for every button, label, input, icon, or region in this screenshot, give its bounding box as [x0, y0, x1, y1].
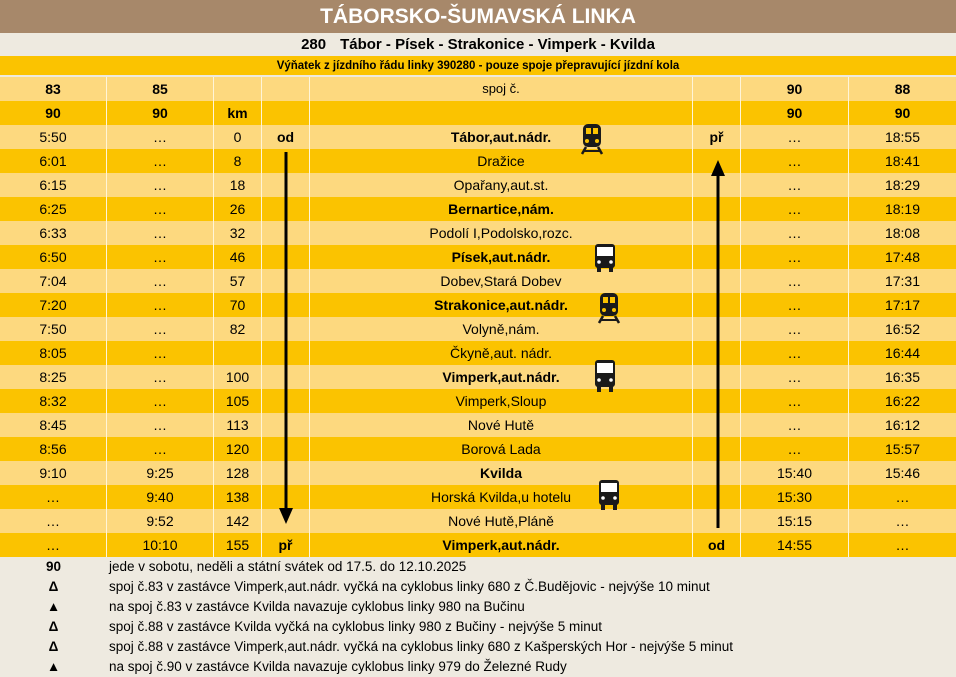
- departure-time: 7:20: [0, 293, 107, 317]
- header-blank: [693, 77, 741, 101]
- stop-name: Nové Hutě: [310, 413, 693, 437]
- down-direction-arrow: [278, 152, 294, 526]
- stop-name: Horská Kvilda,u hotelu: [310, 485, 693, 509]
- departure-time: …: [741, 389, 849, 413]
- departure-time: …: [107, 245, 214, 269]
- note-symbol: Δ: [48, 579, 59, 594]
- table-row: [0, 509, 956, 533]
- departure-time: 7:50: [0, 317, 107, 341]
- departure-time: 9:52: [107, 509, 214, 533]
- km-value: 8: [214, 149, 262, 173]
- stop-name: Strakonice,aut.nádr.: [310, 293, 693, 317]
- departure-time: 16:12: [884, 417, 921, 433]
- departure-time: 5:50: [0, 125, 107, 149]
- route-header: [0, 33, 956, 56]
- departure-time: …: [107, 317, 214, 341]
- departure-time: 18:08: [884, 225, 921, 241]
- stop-name: Podolí I,Podolsko,rozc.: [310, 221, 693, 245]
- departure-time: …: [107, 269, 214, 293]
- km-value: 26: [214, 197, 262, 221]
- note-text: spoj č.88 v zastávce Vimperk,aut.nádr. vyčká na cyklobus linky 680 z Kašperských Hor - nejvýše 5 minut: [109, 639, 734, 654]
- notes-section: [0, 557, 956, 677]
- km-value: 70: [214, 293, 262, 317]
- departure-time: …: [741, 341, 849, 365]
- departure-time: …: [741, 269, 849, 293]
- departure-time: 15:15: [741, 509, 849, 533]
- km-value: 138: [214, 485, 262, 509]
- table-row: [0, 461, 956, 485]
- direction-marker: př: [262, 533, 310, 557]
- km-value: 32: [214, 221, 262, 245]
- km-value: 128: [214, 461, 262, 485]
- stop-name: Písek,aut.nádr.: [310, 245, 693, 269]
- stop-name: Borová Lada: [310, 437, 693, 461]
- departure-time: 9:40: [107, 485, 214, 509]
- header-blank: [262, 77, 310, 101]
- departure-time: 9:10: [0, 461, 107, 485]
- departure-time: 16:44: [884, 345, 921, 361]
- table-row: [0, 293, 956, 317]
- table-row: [0, 389, 956, 413]
- km-value: 82: [214, 317, 262, 341]
- table-row: [0, 317, 956, 341]
- departure-time: 15:57: [884, 441, 921, 457]
- departure-time: 8:05: [0, 341, 107, 365]
- departure-time: 16:22: [884, 393, 921, 409]
- trip-number-90: 90: [741, 77, 849, 101]
- note-symbol: Δ: [48, 619, 59, 634]
- stop-name: Dražice: [310, 149, 693, 173]
- table-row: [0, 365, 956, 389]
- departure-time: 6:33: [0, 221, 107, 245]
- header-blank: [310, 101, 693, 125]
- stop-name: Čkyně,aut. nádr.: [310, 341, 693, 365]
- note-ref: 90: [107, 101, 214, 125]
- bus-icon: [597, 479, 621, 511]
- trip-number-label: spoj č.: [310, 77, 693, 101]
- table-row: [0, 149, 956, 173]
- note-item: [0, 617, 956, 637]
- departure-time: 6:01: [0, 149, 107, 173]
- direction-marker: od: [693, 533, 741, 557]
- note-item: [0, 557, 956, 577]
- stop-name: Vimperk,aut.nádr.: [310, 533, 693, 557]
- note-ref: 90: [741, 101, 849, 125]
- note-text: spoj č.83 v zastávce Vimperk,aut.nádr. vyčká na cyklobus linky 680 z Č.Budějovic - nejvýše 10 minut: [109, 579, 710, 594]
- departure-time: 18:55: [884, 129, 921, 145]
- departure-time: …: [741, 245, 849, 269]
- km-value: 18: [214, 173, 262, 197]
- direction-marker: od: [262, 125, 310, 149]
- note-symbol: ▲: [46, 659, 61, 674]
- note-ref: 90: [894, 105, 911, 121]
- note-item: [0, 577, 956, 597]
- departure-time: …: [741, 293, 849, 317]
- table-row: [0, 533, 956, 557]
- departure-time: …: [741, 221, 849, 245]
- departure-time: …: [895, 489, 910, 505]
- km-header: km: [214, 101, 262, 125]
- table-row: [0, 437, 956, 461]
- departure-time: …: [895, 537, 910, 553]
- km-value: [214, 341, 262, 365]
- note-text: spoj č.88 v zastávce Kvilda vyčká na cyklobus linky 980 z Bučiny - nejvýše 5 minut: [109, 619, 602, 634]
- train-icon: [597, 292, 621, 324]
- direction-marker: př: [693, 125, 741, 149]
- note-text: na spoj č.83 v zastávce Kvilda navazuje cyklobus linky 980 na Bučinu: [109, 599, 525, 614]
- train-icon: [580, 123, 604, 155]
- header-blank: [693, 101, 741, 125]
- trip-number-83: 83: [0, 77, 107, 101]
- km-value: 142: [214, 509, 262, 533]
- note-text: na spoj č.90 v zastávce Kvilda navazuje cyklobus linky 979 do Železné Rudy: [109, 659, 567, 674]
- km-value: 57: [214, 269, 262, 293]
- stop-name: Opařany,aut.st.: [310, 173, 693, 197]
- table-row: [0, 245, 956, 269]
- table-row: [0, 341, 956, 365]
- note-item: [0, 657, 956, 677]
- departure-time: …: [741, 317, 849, 341]
- table-row: [0, 197, 956, 221]
- stop-name: Vimperk,aut.nádr.: [310, 365, 693, 389]
- table-row: [0, 413, 956, 437]
- table-row: [0, 173, 956, 197]
- km-value: 113: [214, 413, 262, 437]
- departure-time: 18:19: [884, 201, 921, 217]
- departure-time: 6:25: [0, 197, 107, 221]
- note-text: jede v sobotu, neděli a státní svátek od 17.5. do 12.10.2025: [109, 559, 467, 574]
- km-value: 0: [214, 125, 262, 149]
- departure-time: …: [107, 389, 214, 413]
- stop-name: Volyně,nám.: [310, 317, 693, 341]
- departure-time: …: [107, 173, 214, 197]
- departure-time: 15:40: [741, 461, 849, 485]
- departure-time: 8:32: [0, 389, 107, 413]
- stop-name: Bernartice,nám.: [310, 197, 693, 221]
- departure-time: 14:55: [741, 533, 849, 557]
- departure-time: 18:29: [884, 177, 921, 193]
- departure-time: 15:46: [884, 465, 921, 481]
- departure-time: …: [107, 221, 214, 245]
- departure-time: …: [0, 485, 107, 509]
- departure-time: …: [0, 509, 107, 533]
- km-value: 155: [214, 533, 262, 557]
- departure-time: 16:52: [884, 321, 921, 337]
- up-direction-arrow: [710, 160, 726, 528]
- departure-time: …: [741, 149, 849, 173]
- bus-icon: [593, 359, 617, 393]
- km-value: 105: [214, 389, 262, 413]
- table-row: [0, 221, 956, 245]
- departure-time: 9:25: [107, 461, 214, 485]
- stop-name: Tábor,aut.nádr.: [310, 125, 693, 149]
- departure-time: …: [741, 173, 849, 197]
- departure-time: …: [107, 293, 214, 317]
- page-title: TÁBORSKO-ŠUMAVSKÁ LINKA: [0, 0, 956, 33]
- stop-name: Dobev,Stará Dobev: [310, 269, 693, 293]
- departure-time: 6:15: [0, 173, 107, 197]
- departure-time: 15:30: [741, 485, 849, 509]
- note-symbol: ▲: [46, 599, 61, 614]
- header-blank: [262, 101, 310, 125]
- departure-time: …: [741, 437, 849, 461]
- table-row: [0, 269, 956, 293]
- departure-time: 7:04: [0, 269, 107, 293]
- stop-name: Nové Hutě,Pláně: [310, 509, 693, 533]
- departure-time: …: [107, 125, 214, 149]
- header-row-notes: [0, 101, 956, 125]
- trip-number-85: 85: [107, 77, 214, 101]
- header-row-trip-numbers: [0, 77, 956, 101]
- departure-time: 8:56: [0, 437, 107, 461]
- km-value: 100: [214, 365, 262, 389]
- note-item: [0, 637, 956, 657]
- departure-time: …: [895, 513, 910, 529]
- stop-name: Kvilda: [310, 461, 693, 485]
- timetable: [0, 77, 956, 557]
- table-row: [0, 485, 956, 509]
- departure-time: 8:25: [0, 365, 107, 389]
- departure-time: 17:48: [884, 249, 921, 265]
- bus-icon: [593, 243, 617, 273]
- departure-time: 8:45: [0, 413, 107, 437]
- note-symbol: Δ: [48, 639, 59, 654]
- departure-time: …: [741, 197, 849, 221]
- departure-time: 17:17: [884, 297, 921, 313]
- departure-time: …: [741, 413, 849, 437]
- departure-time: …: [741, 365, 849, 389]
- departure-time: …: [107, 149, 214, 173]
- departure-time: …: [107, 341, 214, 365]
- departure-time: 10:10: [107, 533, 214, 557]
- trip-number-88: 88: [894, 81, 911, 97]
- departure-time: …: [107, 413, 214, 437]
- header-blank: [214, 77, 262, 101]
- note-item: [0, 597, 956, 617]
- stop-name: Vimperk,Sloup: [310, 389, 693, 413]
- departure-time: …: [107, 437, 214, 461]
- km-value: 46: [214, 245, 262, 269]
- route-name: Tábor - Písek - Strakonice - Vimperk - Kvilda: [340, 36, 655, 53]
- note-symbol: 90: [45, 559, 62, 574]
- departure-time: …: [107, 365, 214, 389]
- table-row: [0, 125, 956, 149]
- departure-time: …: [741, 125, 849, 149]
- departure-time: …: [0, 533, 107, 557]
- departure-time: 17:31: [884, 273, 921, 289]
- note-ref: 90: [0, 101, 107, 125]
- route-number: 280: [301, 36, 327, 53]
- departure-time: …: [107, 197, 214, 221]
- departure-time: 18:41: [884, 153, 921, 169]
- excerpt-note: Výňatek z jízdního řádu linky 390280 - pouze spoje přepravující jízdní kola: [0, 56, 956, 75]
- departure-time: 6:50: [0, 245, 107, 269]
- km-value: 120: [214, 437, 262, 461]
- departure-time: 16:35: [884, 369, 921, 385]
